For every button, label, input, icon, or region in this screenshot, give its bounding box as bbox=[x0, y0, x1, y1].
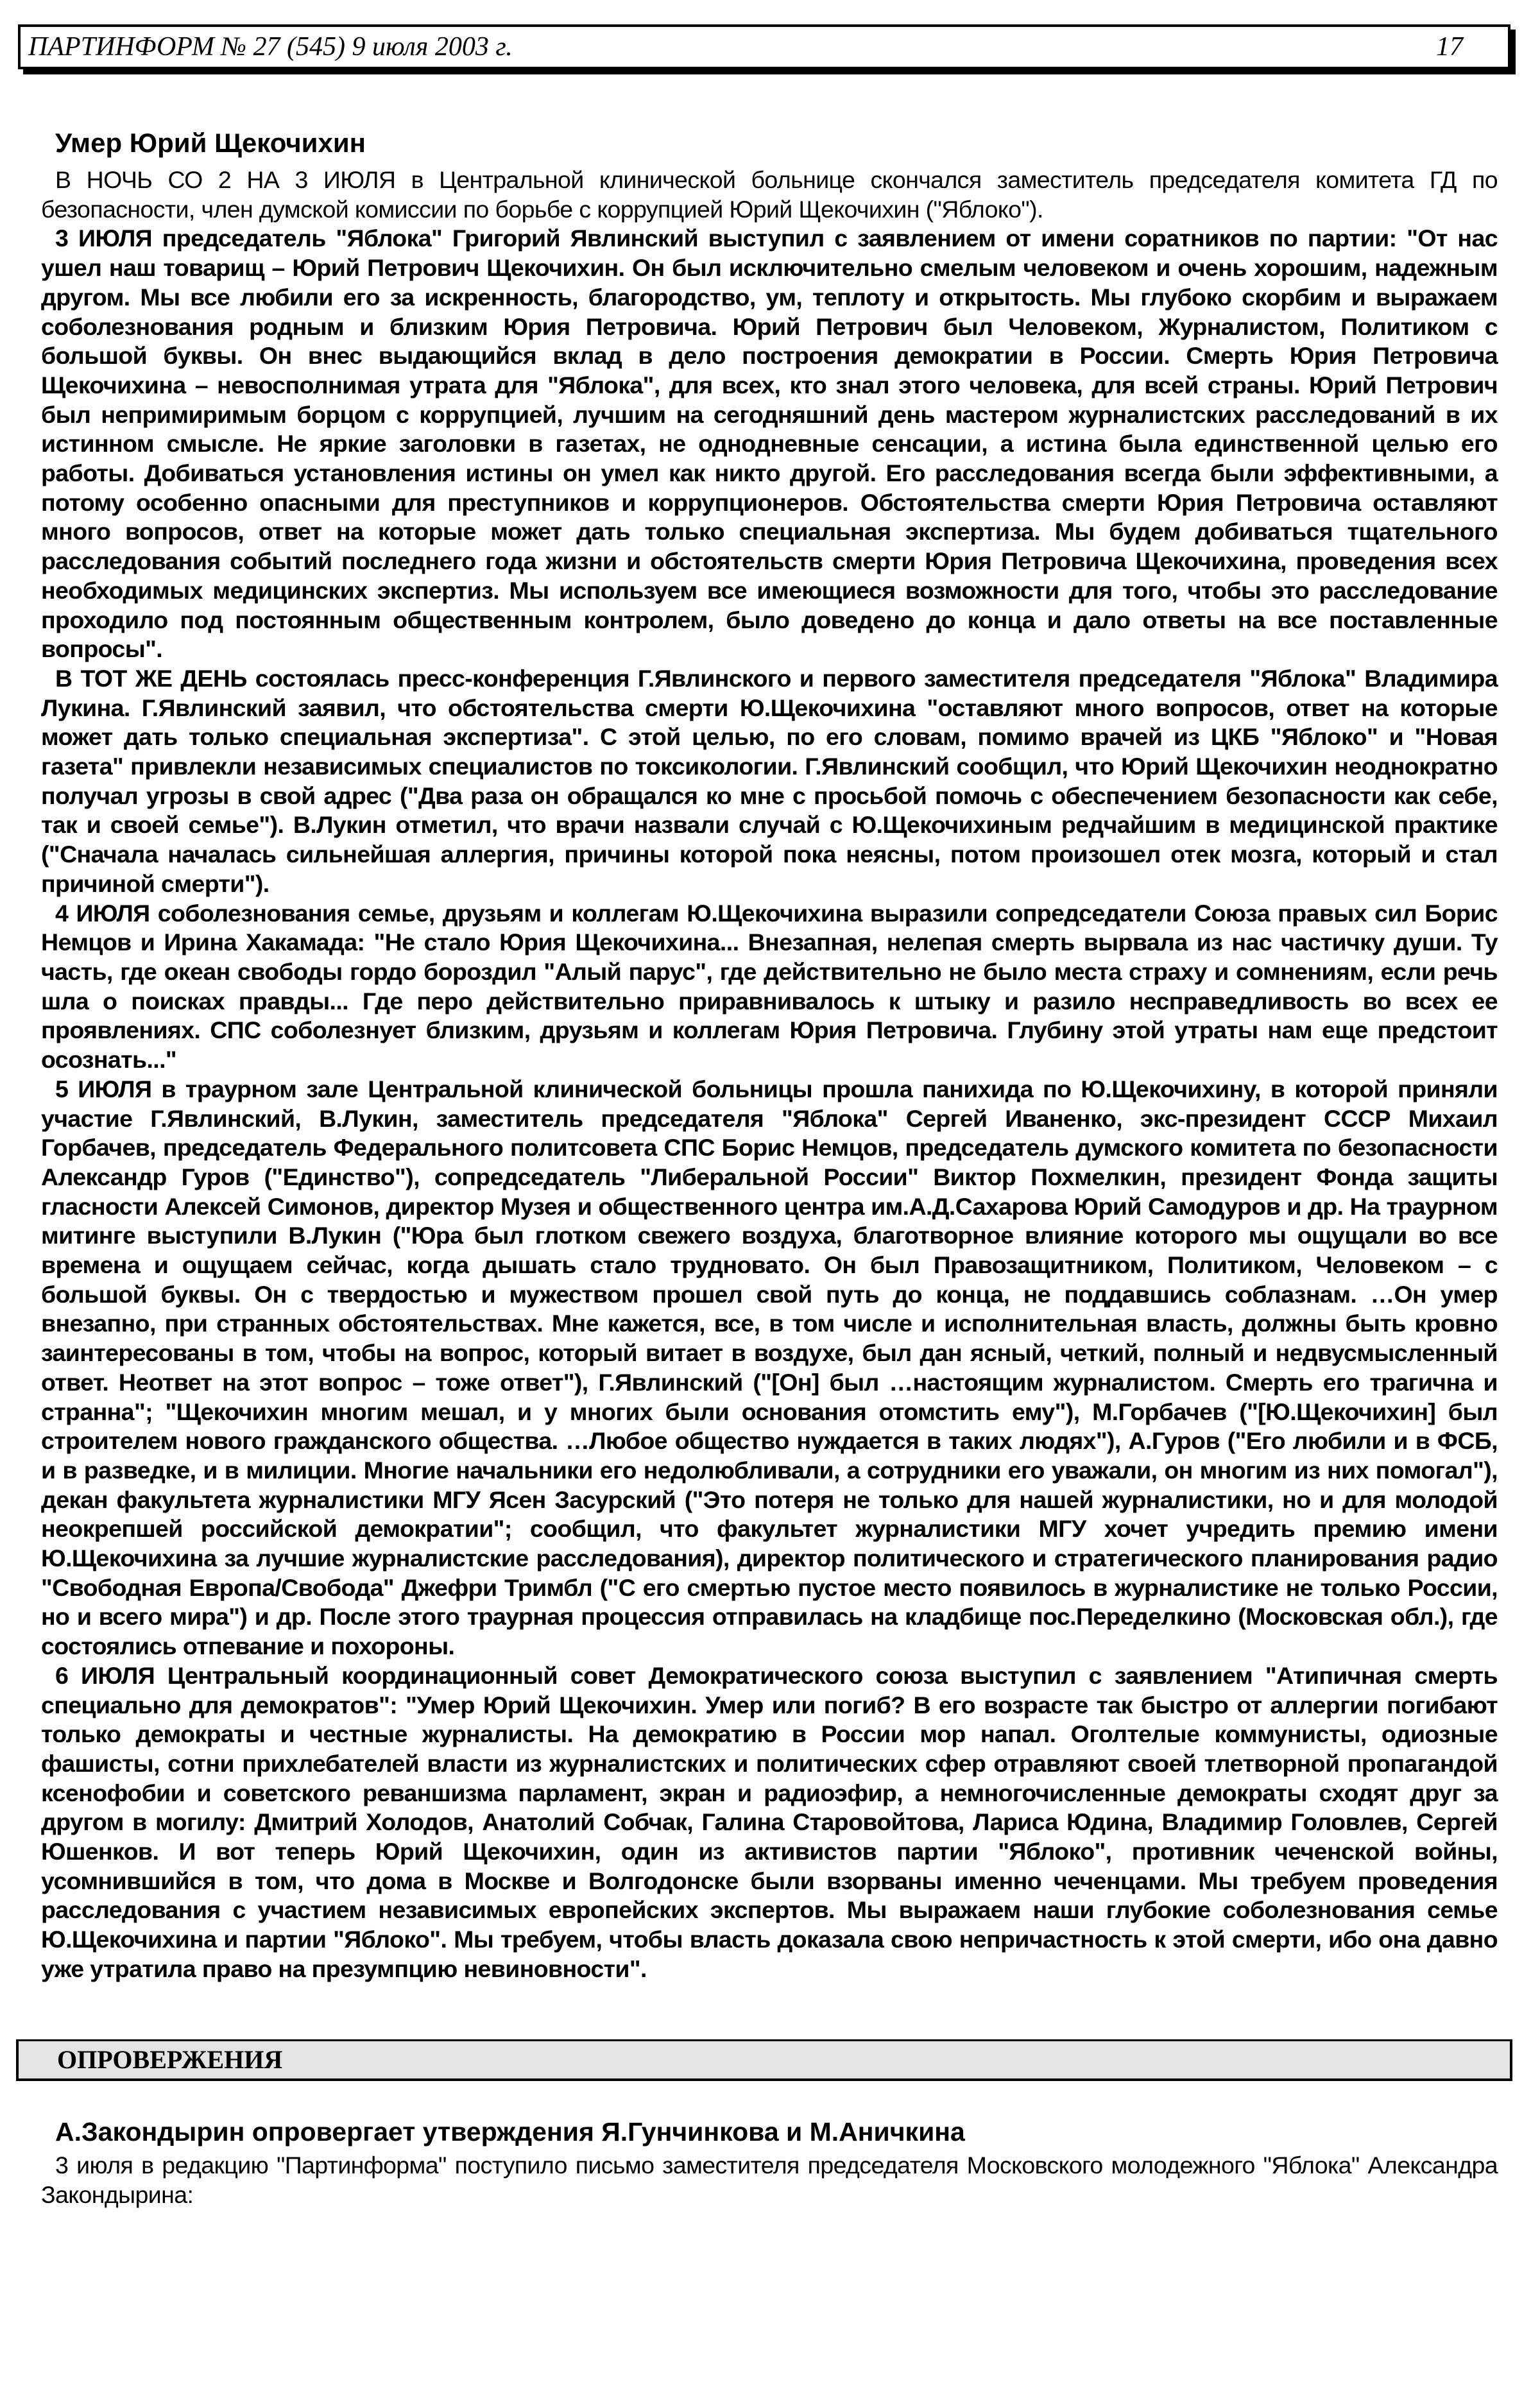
paragraph: 3 ИЮЛЯ председатель "Яблока" Григорий Явлинский выступил с заявлением от имени соратников по партии: "От нас ушел наш товарищ – Юрий Петрович Щекочихин. Он был исключительно смелым человеком и очень хорошим, надежным другом. Мы все любили его за искренность, благородство, ум, теплоту и открытость. Мы глубоко скорбим и выражаем соболезнования родным и близким Юрия Петровича. Юрий Петрович был Человеком, Журналистом, Политиком с большой буквы. Он внес выдающийся вклад в дело построения демократии в России. Смерть Юрия Петровича Щекочихина – невосполнимая утрата для "Яблока", для всех, кто знал этого человека, для всей страны. Юрий Петрович был непримиримым борцом с коррупцией, лучшим на сегодняшний день мастером журналистских расследований в их истинном смысле. Не яркие заголовки в газетах, не однодневные сенсации, а истина была единственной целью его работы. Добиваться установления истины он умел как никто другой. Его расследования всегда были эффективными, а потому особенно опасными для преступников и коррупционеров. Обстоятельства смерти Юрия Петровича оставляют много вопросов, ответ на которые может дать только специальная экспертиза. Мы будем добиваться тщательного расследования событий последнего года жизни и обстоятельств смерти Юрия Петровича Щекочихина, проведения всех необходимых медицинских экспертиз. Мы используем все имеющиеся возможности для того, чтобы это расследование проходило под постоянным общественным контролем, было доведено до конца и дало ответы на все поставленные вопросы". bbox=[41, 225, 1498, 663]
issue-title: ПАРТИНФОРМ № 27 (545) 9 июля 2003 г. bbox=[28, 32, 513, 62]
page-number: 17 bbox=[1436, 32, 1463, 62]
article-body bbox=[41, 2151, 1498, 2209]
paragraph: В ТОТ ЖЕ ДЕНЬ состоялась пресс-конференция Г.Явлинского и первого заместителя председателя "Яблока" Владимира Лукина. Г.Явлинский заявил, что обстоятельства смерти Ю.Щекочихина "оставляют много вопросов, ответ на которые может дать только специальная экспертиза". С этой целью, по его словам, помимо врачей из ЦКБ "Яблоко" и "Новая газета" привлекли независимых специалистов по токсикологии. Г.Явлинский сообщил, что Юрий Щекочихин неоднократно получал угрозы в свой адрес ("Два раза он обращался ко мне с просьбой помочь с обеспечением безопасности как себе, так и своей семье"). В.Лукин отметил, что врачи назвали случай с Ю.Щекочихиным редчайшим в медицинской практике ("Сначала началась сильнейшая аллергия, причины которой пока неясны, потом произошел отек мозга, который и стал причиной смерти"). bbox=[41, 664, 1498, 897]
paragraph: 6 ИЮЛЯ Центральный координационный совет Демократического союза выступил с заявлением "Атипичная смерть специально для демократов": "Умер Юрий Щекочихин. Умер или погиб? В его возрасте так быстро от аллергии погибают только демократы и честные журналисты. На демократию в России мор напал. Оголтелые коммунисты, одиозные фашисты, сотни прихлебателей власти из журналистских и политических сфер отравляют своей тлетворной пропагандой ксенофобии и советского реваншизма парламент, экран и радиоэфир, а немногочисленные демократы сходят друг за другом в могилу: Дмитрий Холодов, Анатолий Собчак, Галина Старовойтова, Лариса Юдина, Владимир Головлев, Сергей Юшенков. И вот теперь Юрий Щекочихин, один из активистов партии "Яблоко", противник чеченской войны, усомнившийся в том, что дома в Москве и Волгодонске были взорваны именно чеченцами. Мы требуем проведения расследования с участием независимых европейских экспертов. Мы выражаем наши глубокие соболезнования семье Ю.Щекочихина и партии "Яблоко". Мы требуем, чтобы власть доказала свою непричастность к этой смерти, ибо она давно уже утратила право на презумпцию невиновности". bbox=[41, 1661, 1498, 1982]
paragraph: 3 июля в редакцию "Партинформа" поступило письмо заместителя председателя Московского молодежного "Яблока" Александра Закондырина: bbox=[41, 2152, 1498, 2208]
section-title: ОПРОВЕРЖЕНИЯ bbox=[57, 2045, 283, 2074]
paragraph: В НОЧЬ СО 2 НА 3 ИЮЛЯ в Центральной клинической больнице скончался заместитель председателя комитета ГД по безопасности, член думской комиссии по борьбе с коррупцией Юрий Щекочихин ("Яблоко"). bbox=[41, 166, 1498, 223]
article-body bbox=[41, 166, 1498, 1984]
paragraph: 5 ИЮЛЯ в траурном зале Центральной клинической больницы прошла панихида по Ю.Щекочихину, в которой приняли участие Г.Явлинский, В.Лукин, заместитель председателя "Яблока" Сергей Иваненко, экс-президент СССР Михаил Горбачев, председатель Федерального политсовета СПС Борис Немцов, председатель думского комитета по безопасности Александр Гуров ("Единство"), сопредседатель "Либеральной России" Виктор Похмелкин, президент Фонда защиты гласности Алексей Симонов, директор Музея и общественного центра им.А.Д.Сахарова Юрий Самодуров и др. На траурном митинге выступили В.Лукин ("Юра был глотком свежего воздуха, благотворное влияние которого мы ощущали во все времена и ощущаем сейчас, когда дышать стало трудновато. Он был Правозащитником, Политиком, Человеком – с большой буквы. Он с твердостью и мужеством прошел свой путь до конца, не поддавшись соблазнам. …Он умер внезапно, при странных обстоятельствах. Мне кажется, все, в том числе и исполнительная власть, должны быть кровно заинтересованы в том, чтобы на вопрос, который витает в воздухе, был дан ясный, четкий, полный и недвусмысленный ответ. Неответ на этот вопрос – тоже ответ"), Г.Явлинский ("[Он] был …настоящим журналистом. Смерть его трагична и странна"; "Щекочихин многим мешал, и у многих были основания отомстить ему"), М.Горбачев ("[Ю.Щекочихин] был строителем нового гражданского общества. …Любое общество нуждается в таких людях"), А.Гуров ("Его любили и в ФСБ, и в разведке, и в милиции. Многие начальники его недолюбливали, а сотрудники его уважали, он многим из них помогал"), декан факультета журналистики МГУ Ясен Засурский ("Это потеря не только для нашей журналистики, но и для молодой неокрепшей российской демократии"; сообщил, что факультет журналистики МГУ хочет учредить премию имени Ю.Щекочихина за лучшие журналистские расследования), директор политического и стратегического планирования радио "Свободная Европа/Свобода" Джефри Тримбл ("С его смертью пустое место появилось в журналистике не только России, но и всего мира") и др. После этого траурная процессия отправилась на кладбище пос.Переделкино (Московская обл.), где состоялись отпевание и похороны. bbox=[41, 1075, 1498, 1660]
page-header bbox=[18, 24, 1510, 69]
section-header bbox=[16, 2039, 1512, 2081]
article-title: А.Закондырин опровергает утверждения Я.Гунчинкова и М.Аничкина bbox=[55, 2117, 965, 2146]
article-title: Умер Юрий Щекочихин bbox=[55, 128, 366, 158]
paragraph: 4 ИЮЛЯ соболезнования семье, друзьям и коллегам Ю.Щекочихина выразили сопредседатели Союза правых сил Борис Немцов и Ирина Хакамада: "Не стало Юрия Щекочихина... Внезапная, нелепая смерть вырвала из нас частичку души. Ту часть, где океан свободы гордо бороздил "Алый парус", где действительно не было места страху и сомнениям, если речь шла о поисках правды... Где перо действительно приравнивалось к штыку и разило несправедливость во всех ее проявлениях. СПС соболезнует близким, друзьям и коллегам Юрия Петровича. Глубину этой утраты нам еще предстоит осознать..." bbox=[41, 899, 1498, 1074]
